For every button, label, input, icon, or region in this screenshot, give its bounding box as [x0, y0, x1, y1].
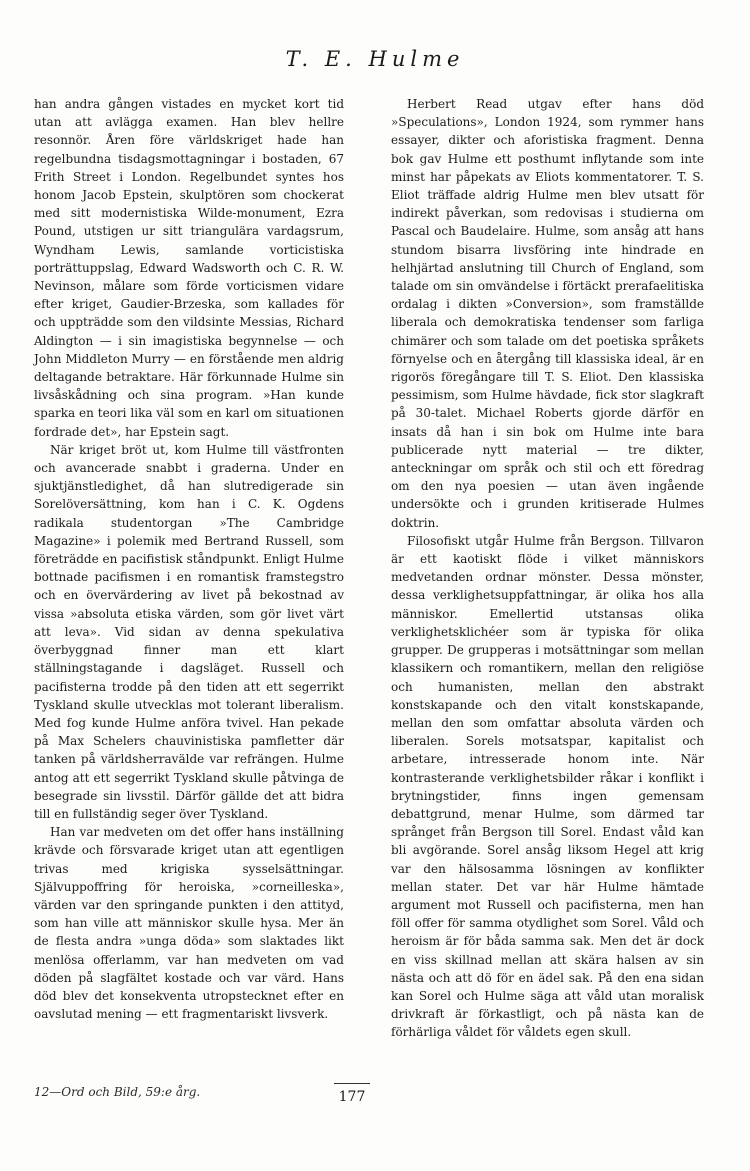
- running-head-title: T. E. Hulme: [285, 47, 465, 71]
- left-column: [34, 95, 344, 1023]
- left-paragraph-2: När kriget bröt ut, kom Hulme till västfronten och avancerade snabbt i graderna. Under en sjuktjänstledighet, då han slutredigerade sin Sorelöversättning, kom han i C. K. Ogdens radikala studentorgan »The Cambridge Magazine» i polemik med Bertrand Russell, som företrädde en pacifistisk ståndpunkt. Enligt Hulme bottnade pacifismen i en romantisk framstegstro och en övervärdering av livet på bekostnad av vissa »absoluta etiska värden, som gör livet värt att leva». Vid sidan av denna spekulativa överbyggnad finner man ett klart ställningstagande i dagsläget. Russell och pacifisterna trodde på den tiden att ett segerrikt Tyskland skulle utvecklas mot tolerant liberalism. Med fog kunde Hulme anföra tvivel. Han pekade på Max Schelers chauvinistiska pamfletter där tanken på världsherravälde var refrängen. Hulme antog att ett segerrikt Tyskland skulle påtvinga de besegrade sin livsstil. Därför gällde det att bidra till en fullständig seger över Tyskland.: [34, 442, 345, 821]
- footer-source: 12—Ord och Bild, 59:e årg.: [34, 1085, 201, 1099]
- right-paragraph-2: Filosofiskt utgår Hulme från Bergson. Tillvaron är ett kaotiskt flöde i vilket människors medvetanden ordnar mönster. Dessa mönster, dessa verklighetsuppfattningar, är olika hos alla människor. Emellertid utstansas olika verklighetsklichéer som är typiska för olika grupper. De grupperas i motsättningar som mellan klassikern och romantikern, mellan den religiöse och humanisten, mellan den abstrakt konstskapande och den vitalt konstskapande, mellan den som omfattar absoluta värden och liberalen. Sorels motsatspar, kapitalist och arbetare, intresserade honom inte. När kontrasterande verklighetsbilder råkar i konflikt i brytningstider, finns ingen gemensam debattgrund, menar Hulme, som därmed tar språnget från Bergson till Sorel. Endast våld kan bli avgörande. Sorel ansåg liksom Hegel att krig var den hälsosamma lösningen av konflikter mellan stater. Det var här Hulme hämtade argument mot Russell och pacifisterna, men han föll offer för samma otydlighet som Sorel. Våld och heroism är för båda samma sak. Men det är dock en viss skillnad mellan att skära halsen av sin nästa och att dö för en ädel sak. På den ena sidan kan Sorel och Hulme säga att våld utan moralisk drivkraft är förkastligt, och på nästa kan de förhärliga våldet för våldets egen skull.: [391, 533, 704, 1040]
- left-paragraph-1: han andra gången vistades en mycket kort tid utan att avlägga examen. Han blev hellre resonnör. Åren före världskriget hade han regelbundna tisdagsmottagningar i bostaden, 67 Frith Street i London. Regelbundet syntes hos honom Jacob Epstein, skulptören som chockerat med sitt modernistiska Wilde-monument, Ezra Pound, utstigen ur sitt triangulära vardagsrum, Wyndham Lewis, samlande vorticistiska porträttuppslag, Edward Wadsworth och C. R. W. Nevinson, målare som förde vorticismen vidare efter kriget, Gaudier-Brzeska, som kallades för och uppträdde som den vildsinte Messias, Richard Aldington — i sin imagistiska begynnelse — och John Middleton Murry — en förstående men aldrig deltagande betraktare. Här förkunnade Hulme sin livsåskådning och sina program. »Han kunde sparka en teori lika väl som en karl om situationen fordrade det», har Epstein sagt.: [34, 97, 344, 439]
- right-paragraph-1: Herbert Read utgav efter hans död »Speculations», London 1924, som rymmer hans essayer, dikter och aforistiska fragment. Denna bok gav Hulme ett posthumt inflytande som inte minst har påpekats av Eliots kommentatorer. T. S. Eliot träffade aldrig Hulme men blev utsatt för indirekt påverkan, som redovisas i studierna om Pascal och Baudelaire. Hulme, som ansåg att hans stundom bisarra livsföring inte hindrade en helhjärtad anslutning till Church of England, som talade om sin omvändelse i förtäckt prerafaelitiska ordalag i dikten »Conversion», som framställde liberala och demokratiska tendenser som farliga chimärer och som talade om det poetiska språkets förnyelse och en återgång till klassiska ideal, är en rigorös föregångare till T. S. Eliot. Den klassiska pessimism, som Hulme hävdade, fick stor slagkraft på 30-talet. Michael Roberts gjorde därför en insats då han i sin bok om Hulme inte bara publicerade nytt material — tre dikter, anteckningar om språk och stil och ett föredrag om den nya poesien — utan även ingående undersökte och i grunden kritiserade Hulmes doktrin.: [391, 97, 704, 530]
- page-number-rule: [334, 1083, 370, 1084]
- left-paragraph-3: Han var medveten om det offer hans inställning krävde och försvarade kriget utan att egentligen trivas med krigiska sysselsättningar. Självuppoffring för heroiska, »corneilleska», värden var den springande punkten i den attityd, som han ville att människor skulle hysa. Mer än de flesta andra »unga döda» som slaktades likt menlösa offerlamm, var han medveten om vad döden på slagfältet kostade och var värd. Hans död blev det konsekventa utropstecknet efter en oavslutad mening — ett fragmentariskt livsverk.: [34, 825, 344, 1022]
- page-number: 177: [338, 1089, 366, 1105]
- right-column: [391, 95, 704, 1042]
